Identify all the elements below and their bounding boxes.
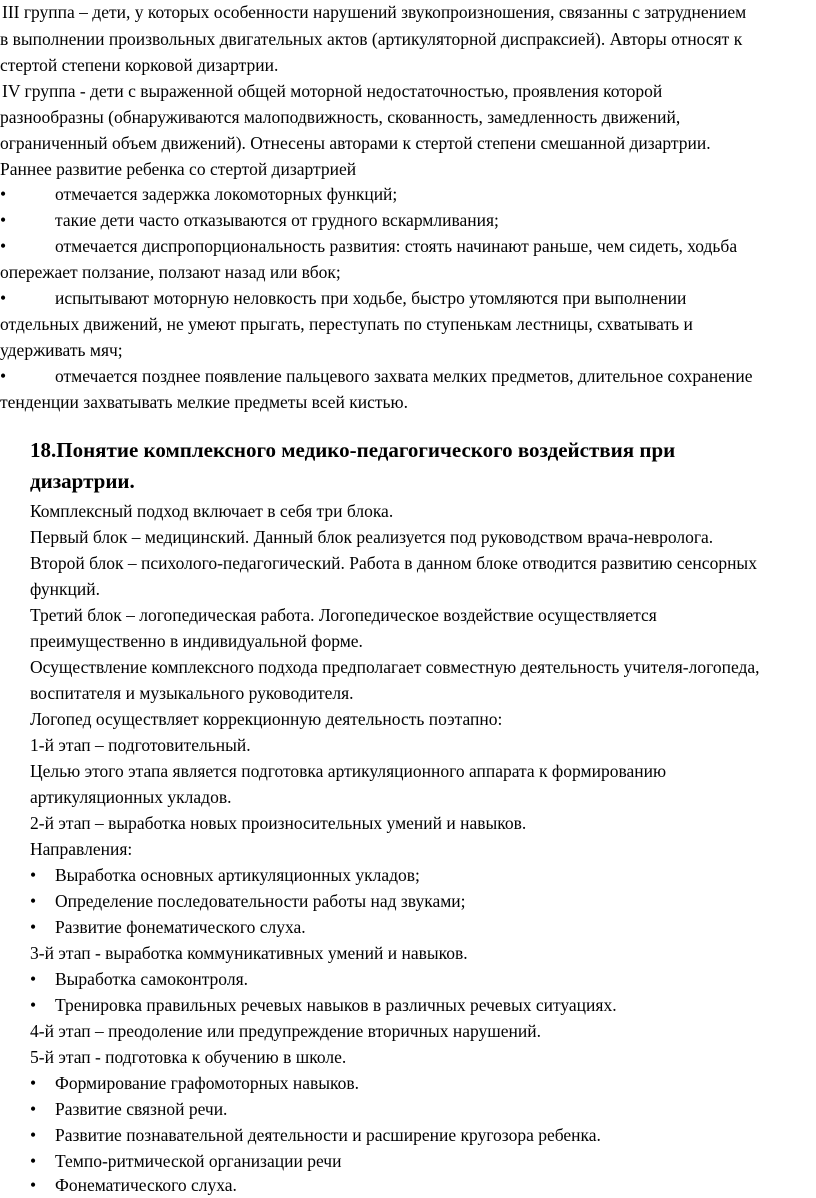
- paragraph-line: Третий блок – логопедическая работа. Логопедическое воздействие осуществляется: [30, 605, 657, 625]
- list-item: • отмечается диспропорциональность развития: стоять начинают раньше, чем сидеть, ходьба: [0, 236, 738, 256]
- section-heading-line-1: 18.Понятие комплексного медико-педагогического воздействия при: [30, 438, 676, 462]
- list-item: • Фонематического слуха.: [30, 1175, 237, 1195]
- list-item: • отмечается задержка локомоторных функций;: [0, 184, 398, 204]
- bullet: •: [0, 210, 7, 230]
- stage-5-title: 5-й этап - подготовка к обучению в школе.: [30, 1047, 347, 1067]
- list-item-continuation: отдельных движений, не умеют прыгать, переступать по ступенькам лестницы, схватывать и: [0, 314, 693, 334]
- paragraph-line: функций.: [30, 579, 100, 599]
- list-item: • Определение последовательности работы над звуками;: [30, 891, 466, 911]
- paragraph-line: Направления:: [30, 839, 133, 859]
- list-item: • Формирование графомоторных навыков.: [30, 1073, 360, 1093]
- section-heading-line-2: дизартрии.: [30, 469, 135, 493]
- stage-3-title: 3-й этап - выработка коммуникативных умений и навыков.: [30, 943, 468, 963]
- list-item: • Тренировка правильных речевых навыков в различных речевых ситуациях.: [30, 995, 617, 1015]
- group3-line-1: III группа – дети, у которых особенности нарушений звукопроизношения, связанны с затруднением: [2, 2, 747, 22]
- bullet: •: [0, 288, 7, 308]
- stage-4-title: 4-й этап – преодоление или предупреждение вторичных нарушений.: [30, 1021, 541, 1041]
- bullet: •: [30, 1073, 37, 1093]
- list-item: • Выработка основных артикуляционных укладов;: [30, 865, 420, 885]
- list-item-continuation: удерживать мяч;: [0, 340, 123, 360]
- paragraph-line: Комплексный подход включает в себя три блока.: [30, 501, 394, 521]
- bullet: •: [30, 995, 37, 1015]
- bullet: •: [30, 865, 37, 885]
- group4-line-3: ограниченный объем движений). Отнесены авторами к стертой степени смешанной дизартрии.: [0, 133, 711, 153]
- paragraph-line: артикуляционных укладов.: [30, 787, 232, 807]
- bullet: •: [30, 969, 37, 989]
- group3-line-3: стертой степени корковой дизартрии.: [0, 55, 279, 75]
- paragraph-line: Осуществление комплексного подхода предполагает совместную деятельность учителя-логопеда,: [30, 657, 760, 677]
- bullet: •: [0, 366, 7, 386]
- list-item-continuation: опережает ползание, ползают назад или вбок;: [0, 262, 341, 282]
- group3-line-2: в выполнении произвольных двигательных актов (артикуляторной диспраксией). Авторы относят к: [0, 29, 743, 49]
- paragraph-line: 2-й этап – выработка новых произносительных умений и навыков.: [30, 813, 527, 833]
- paragraph-line: преимущественно в индивидуальной форме.: [30, 631, 363, 651]
- paragraph-line: Целью этого этапа является подготовка артикуляционного аппарата к формированию: [30, 761, 667, 781]
- list-item-continuation: тенденции захватывать мелкие предметы всей кистью.: [0, 392, 408, 412]
- bullet: •: [30, 891, 37, 911]
- list-item: • Развитие фонематического слуха.: [30, 917, 306, 937]
- list-item: • Темпо-ритмической организации речи: [30, 1151, 342, 1171]
- list-item: • Развитие связной речи.: [30, 1099, 228, 1119]
- bullet: •: [30, 1151, 37, 1171]
- group4-line-2: разнообразны (обнаруживаются малоподвижность, скованность, замедленность движений,: [0, 107, 681, 127]
- list-item: • Развитие познавательной деятельности и расширение кругозора ребенка.: [30, 1125, 601, 1145]
- list-item: • такие дети часто отказываются от грудного вскармливания;: [0, 210, 499, 230]
- paragraph-line: воспитателя и музыкального руководителя.: [30, 683, 354, 703]
- list-item: • испытывают моторную неловкость при ходьбе, быстро утомляются при выполнении: [0, 288, 687, 308]
- list-item: • Выработка самоконтроля.: [30, 969, 248, 989]
- bullet: •: [30, 1125, 37, 1145]
- bullet: •: [30, 917, 37, 937]
- early-development-title: Раннее развитие ребенка со стертой дизартрией: [0, 159, 357, 179]
- paragraph-line: Первый блок – медицинский. Данный блок реализуется под руководством врача-невролога.: [30, 527, 714, 547]
- bullet: •: [30, 1099, 37, 1119]
- bullet: •: [30, 1175, 37, 1195]
- bullet: •: [0, 236, 7, 256]
- bullet: •: [0, 184, 7, 204]
- paragraph-line: Логопед осуществляет коррекционную деятельность поэтапно:: [30, 709, 503, 729]
- group4-line-1: IV группа - дети с выраженной общей моторной недостаточностью, проявления которой: [2, 81, 663, 101]
- paragraph-line: Второй блок – психолого-педагогический. Работа в данном блоке отводится развитию сенсорных: [30, 553, 757, 573]
- paragraph-line: 1-й этап – подготовительный.: [30, 735, 251, 755]
- list-item: • отмечается позднее появление пальцевого захвата мелких предметов, длительное сохранение: [0, 366, 753, 386]
